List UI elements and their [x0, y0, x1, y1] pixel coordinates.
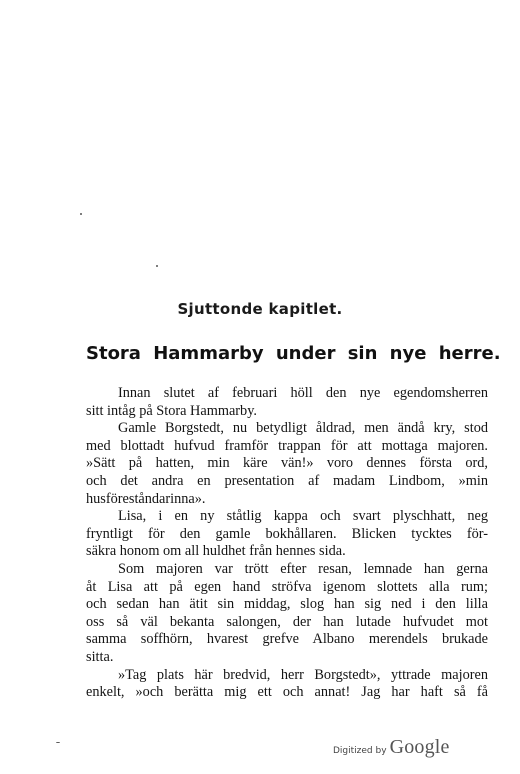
text-line: med blottadt hufvud framför trappan för att mottaga majoren. — [86, 437, 488, 454]
chapter-title: Stora Hammarby under sin nye herre. — [86, 343, 501, 364]
text-line: och det andra en presentation af madam Lindbom, »min — [86, 472, 488, 489]
paper-speck — [56, 742, 60, 743]
chapter-body — [86, 385, 488, 702]
digitized-by-label: Digitized by — [333, 746, 387, 756]
text-line: säkra honom om all huldhet från hennes sida. — [86, 543, 346, 560]
text-line: sitta. — [86, 648, 114, 665]
text-line: Gamle Borgstedt, nu betydligt åldrad, men ändå kry, stod — [118, 420, 488, 437]
text-line: »Sätt på hatten, min käre vän!» voro dennes första ord, — [86, 455, 488, 472]
text-line: »Tag plats här bredvid, herr Borgstedt», yttrade majoren — [118, 666, 488, 683]
chapter-label: Sjuttonde kapitlet. — [177, 300, 343, 318]
text-line: Innan slutet af februari höll den nye egendomsherren — [118, 385, 488, 401]
text-line: åt Lisa att på egen hand ströfva igenom slottets alla rum; — [86, 578, 488, 595]
text-line: enkelt, »och berätta mig ett och annat! Jag har haft så få — [86, 684, 488, 701]
text-line: sitt intåg på Stora Hammarby. — [86, 402, 257, 419]
digitized-by-google-watermark — [333, 736, 450, 759]
google-logo: Google — [389, 736, 450, 758]
text-line: och sedan han ätit sin middag, slog han sig ned i den lilla — [86, 596, 488, 613]
text-line: samma soffhörn, hvarest grefve Albano merendels brukade — [86, 631, 488, 648]
paper-speck — [156, 265, 158, 267]
text-line: Lisa, i en ny ståtlig kappa och svart plyschhatt, neg — [118, 508, 488, 525]
text-line: fryntligt för den gamle bokhållaren. Blicken tycktes för- — [86, 525, 488, 542]
text-line: Som majoren var trött efter resan, lemnade han gerna — [118, 560, 488, 577]
text-line: husföreståndarinna». — [86, 490, 206, 507]
paper-speck — [80, 213, 82, 215]
text-line: oss så väl bekanta salongen, der han lutade hufvudet mot — [86, 613, 488, 630]
